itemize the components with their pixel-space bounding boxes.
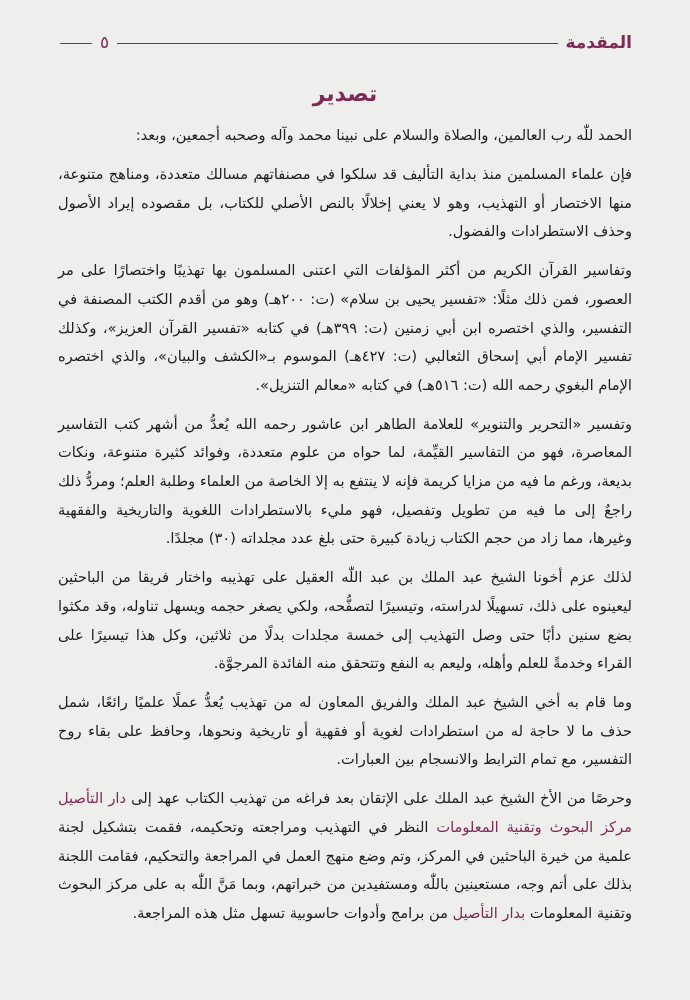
paragraph: وحرصًا من الأخ الشيخ عبد الملك على الإتقان بعد فراغه من تهذيب الكتاب عهد إلى دار التأصيل مركز البحوث وتقنية المعلومات النظر في التهذيب ومراجعته وتحكيمه، فقمت بتشكيل لجنة علمية من خيرة الباحثين في المركز، وتم وضع منهج العمل في المراجعة والتحكيم، فقامت اللجنة بذلك على أتم وجه، مستعينين باللّٰه ومستفيدين من خبراتهم، وبما مَنَّ اللّٰه به على مركز البحوث وتقنية المعلومات بدار التأصيل من برامج وأدوات حاسوبية تسهل مثل هذه المراجعة. bbox=[58, 790, 632, 922]
header-rule bbox=[117, 43, 557, 44]
paragraph: وتفسير «التحرير والتنوير» للعلامة الطاهر ابن عاشور رحمه الله يُعدُّ من أشهر كتب التفاسير المعاصرة، فهو من التفاسير القيِّمة، لما حواه من علوم متعددة، وفوائد كثيرة متنوعة، ونكات بديعة، ورغم ما فيه من مزايا كريمة فإنه لا ينتفع به إلا الخاصة من العلماء وطلبة العلم؛ ومردُّ ذلك راجعٌ إلى ما فيه من تطويل وتفصيل، فهو مليء بالاستطرادات اللغوية والتاريخية والفقهية وغيرها، مما زاد من حجم الكتاب زيادة كبيرة حتى بلغ عدد مجلداته (٣٠) مجلدًا. bbox=[58, 415, 632, 548]
page-number: ٥ bbox=[100, 33, 110, 53]
page-header bbox=[60, 28, 632, 58]
paragraph: وتفاسير القرآن الكريم من أكثر المؤلفات التي اعتنى المسلمون بها تهذيبًا واختصارًا على مر العصور، فمن ذلك مثلًا: «تفسير يحيى بن سلام» (ت: ٢٠٠هـ) وهو من أقدم الكتب المصنفة في التفسير، والذي اختصره ابن أبي زمنين (ت: ٣٩٩هـ) في كتابه «تفسير القرآن العزيز»، وكذلك تفسير الإمام أبي إسحاق الثعالبي (ت: ٤٢٧هـ) الموسوم بـ«الكشف والبيان»، والذي اختصره الإمام البغوي رحمه الله (ت: ٥١٦هـ) في كتابه «معالم التنزيل». bbox=[58, 262, 633, 394]
paragraph: الحمد للّٰه رب العالمين، والصلاة والسلام على نبينا محمد وآله وصحبه أجمعين، وبعد: bbox=[135, 127, 632, 144]
center-name-calligraphy: دار التأصيل مركز البحوث وتقنية المعلومات bbox=[58, 790, 632, 837]
paragraph: وما قام به أخي الشيخ عبد الملك والفريق المعاون له من تهذيب يُعدُّ عملًا علميًا رائعًا، شمل حذف ما لا حاجة له من استطرادات لغوية أو فقهية أو تاريخية ونحوها، وحافظ على بقاء روح التفسير، مع تمام الترابط والانسجام بين العبارات. bbox=[58, 694, 632, 769]
paragraph: فإن علماء المسلمين منذ بداية التأليف قد سلكوا في مصنفاتهم مسالك متعددة، ومناهج متنوعة، منها الاختصار أو التهذيب، وهو لا يعني إخلالًا بالنص الأصلي للكتاب، بل مقصوده إيراد الأصول وحذف الاستطرادات والفضول. bbox=[58, 166, 632, 241]
body-text bbox=[58, 122, 632, 939]
dar-tasil-calligraphy: بدار التأصيل bbox=[452, 904, 526, 922]
header-rule-short bbox=[60, 43, 92, 44]
paragraph: لذلك عزم أخونا الشيخ عبد الملك بن عبد اللّٰه العقيل على تهذيبه واختار فريقا من الباحثين ليعينوه على ذلك، تسهيلًا لدراسته، وتيسيرًا لتصفُّحه، ولكي يصغر حجمه ويسهل تناوله، وقد مكثوا بضع سنين دأبًا حتى وصل التهذيب إلى خمسة مجلدات بدلًا من ثلاثين، وكل هذا تيسيرًا على القراء وخدمةً للعلم وأهله، وليعم به النفع وتتحقق منه الفائدة المرجوَّة. bbox=[58, 569, 632, 673]
running-title: المقدمة bbox=[565, 33, 632, 53]
section-heading: تصدير bbox=[312, 82, 378, 107]
